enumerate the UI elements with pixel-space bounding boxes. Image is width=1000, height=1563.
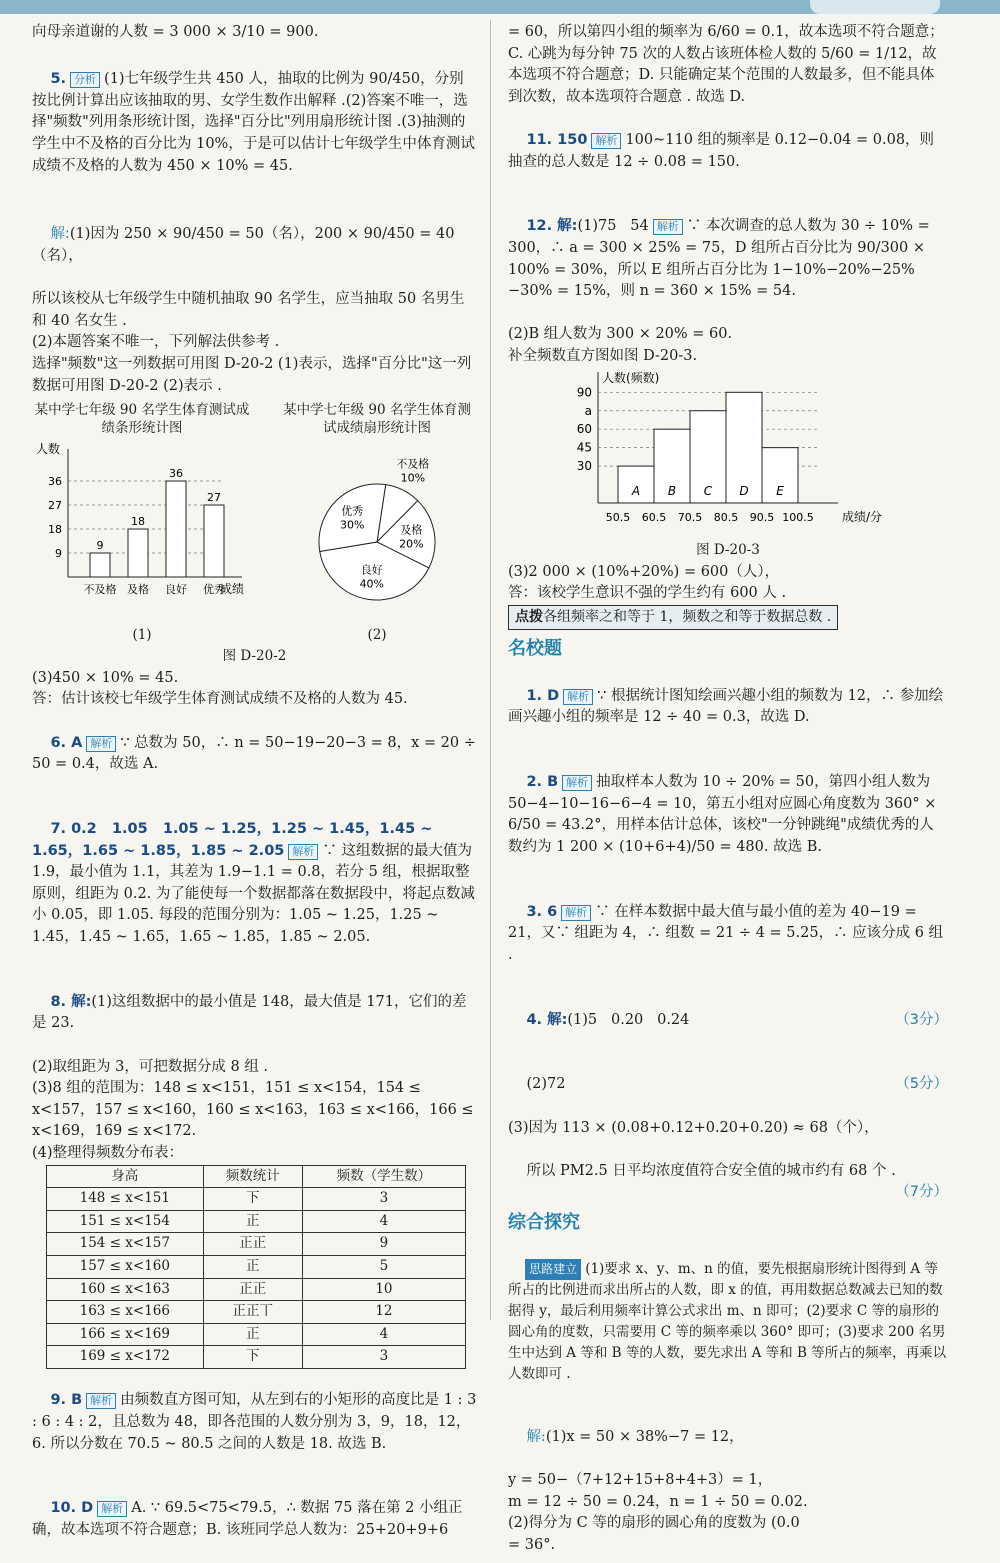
table-cell: 3 xyxy=(302,1346,465,1369)
slice-percent: 40% xyxy=(359,577,385,591)
page-top-band xyxy=(0,0,1000,14)
q7 xyxy=(32,797,477,970)
score-7: （7分） xyxy=(895,1184,948,1201)
hint-label: 点拨 xyxy=(515,608,543,625)
table-cell: 9 xyxy=(302,1233,465,1256)
y-tick-label: 90 xyxy=(576,384,592,399)
table-cell: 下 xyxy=(203,1346,302,1369)
q11 xyxy=(508,108,948,194)
frequency-table xyxy=(46,1165,466,1369)
q5-sol1-text: (1)因为 250 × 90/450 = 50（名），200 × 90/450 = 40（名）， xyxy=(32,226,455,264)
table-cell: 10 xyxy=(302,1278,465,1301)
q11-number: 11. 150 xyxy=(526,131,588,148)
slice-label: 及格 xyxy=(400,523,423,537)
score-3: （3分） xyxy=(895,1011,948,1028)
histogram-d-20-3 xyxy=(508,368,948,533)
q10-body: A. ∵ 69.5<75<79.5，∴ 数据 75 落在第 2 小组正确，故本选项不符合题意；B. 该班同学总人数为：25+20+9+6 xyxy=(32,1500,463,1539)
table-row xyxy=(47,1255,466,1278)
z5: = 36°. xyxy=(508,1537,556,1554)
table-cell: 166 ≤ x<169 xyxy=(47,1323,204,1346)
q12-tag: 解析 xyxy=(653,219,683,235)
table-cell: 151 ≤ x<154 xyxy=(47,1210,204,1233)
x-tick-label: 优秀 xyxy=(203,583,225,597)
q6 xyxy=(32,711,481,797)
x-axis-label: 成绩 xyxy=(220,582,245,597)
m4-part3: (3)因为 113 × (0.08+0.12+0.20+0.20) ≈ 68（个）， xyxy=(508,1119,879,1136)
z3: m = 12 ÷ 50 = 0.24，n = 1 ÷ 50 = 0.02. xyxy=(508,1493,808,1510)
q8-number: 8. 解: xyxy=(50,993,92,1010)
table-cell: 正正 xyxy=(203,1233,302,1256)
x-tick-label: 70.5 xyxy=(677,510,703,524)
think-body: (1)要求 x、y、m、n 的值，要先根据扇形统计图得到 A 等所占的比例进而求出所占的人数，即 x 的值，再用数据总数减去已知的数据得 y，最后利用频率计算公式求出 m、n 即可；(2)要求 C 等的扇形的圆心角的度数，只需要用 C 等的频率乘以 360° 即可；(3)要求 200 名男生中达到 A 等和 B 等的人数，要先求出 A 等和 B 等所占的频率，再乘以人数即可 . xyxy=(508,1260,947,1382)
table-cell: 4 xyxy=(302,1323,465,1346)
slice-label: 良好 xyxy=(360,563,383,577)
q9 xyxy=(32,1369,481,1477)
q5-sol-label: 解: xyxy=(50,226,70,243)
m2 xyxy=(508,750,948,880)
table-cell: 148 ≤ x<151 xyxy=(47,1188,204,1211)
m3-tag: 解析 xyxy=(561,905,591,921)
table-cell: 160 ≤ x<163 xyxy=(47,1278,204,1301)
table-header: 频数统计 xyxy=(203,1165,302,1188)
q9-number: 9. B xyxy=(50,1392,83,1409)
score-5: （5分） xyxy=(895,1076,948,1093)
q12-part4: (3)2 000 × (10%+20%) = 600（人）， xyxy=(508,563,780,580)
q12-part3: 补全频数直方图如图 D-20-3. xyxy=(508,347,698,364)
q7-body: ∵ 这组数据的最大值为 1.9，最小值为 1.1，其差为 1.9−1.1 = 0.8，若分 5 组，根据取整原则，组距为 0.2. 为了能使每一个数据都落在数据段中，将起点数减小 0.05，即 1.05. 每段的范围分别为：1.05 ~ 1.25，1.25 ~ 1.45，1.45 ~ 1.65，1.65 ~ 1.85，1.85 ~ 2.05. xyxy=(32,842,477,945)
x-tick-label: 良好 xyxy=(165,583,187,597)
table-row xyxy=(47,1323,466,1346)
pie-chart-block xyxy=(277,401,477,646)
figure-d-20-2 xyxy=(32,401,477,646)
q5-solution-5: (3)450 × 10% = 45. xyxy=(32,669,179,686)
m4-part4-line xyxy=(508,1139,948,1204)
left-column xyxy=(32,22,481,1563)
y-tick-label: 30 xyxy=(576,458,592,473)
slice-percent: 30% xyxy=(339,518,365,532)
histogram-caption: 图 D-20-3 xyxy=(696,542,760,559)
slice-percent: 20% xyxy=(399,537,424,551)
think-block xyxy=(508,1238,948,1406)
figure-caption: 图 D-20-2 xyxy=(222,648,287,665)
table-cell: 正 xyxy=(203,1210,302,1233)
q5-analysis-text: (1)七年级学生共 450 人，抽取的比例为 90/450，分别按比例计算出应该抽取的男、女学生数作出解释 .(2)答案不唯一，选择"频数"列用条形统计图，选择"百分比"列用扇形统计图 .(3)抽测的学生中不及格的百分比为 10%，于是可以估计七年级学生中体育测试成绩不及格的人数为 450 × 10% = 45. xyxy=(32,71,475,174)
table-cell: 5 xyxy=(302,1255,465,1278)
x-tick-label: 80.5 xyxy=(713,510,739,524)
data-label: 9 xyxy=(96,539,104,553)
q10 xyxy=(32,1477,477,1563)
table-header: 身高 xyxy=(47,1165,204,1188)
q12-number: 12. 解: xyxy=(526,218,578,235)
q5-solution-2: 所以该校从七年级学生中随机抽取 90 名学生，应当抽取 50 名男生和 40 名女生 . xyxy=(32,291,465,329)
page-top-tab xyxy=(810,0,940,14)
m3 xyxy=(508,880,948,988)
q12-part5: 答：该校学生意识不强的学生约有 600 人 . xyxy=(508,585,787,602)
x-tick-label: 60.5 xyxy=(641,510,667,524)
slice-label: 不及格 xyxy=(396,457,430,471)
q5-answer: 答：估计该校七年级学生体育测试成绩不及格的人数为 45. xyxy=(32,691,408,708)
table-cell: 3 xyxy=(302,1188,465,1211)
q12-answer: (1)75 54 xyxy=(577,218,649,235)
x-tick-label: 及格 xyxy=(127,583,149,597)
q5-solution-1 xyxy=(32,203,477,289)
q12-part2: (2)B 组人数为 300 × 20% = 60. xyxy=(508,326,733,343)
y-tick-label: 9 xyxy=(55,547,62,561)
z4: (2)得分为 C 等的扇形的圆心角的度数为 (0.0 xyxy=(508,1515,800,1532)
y-axis-label: 人数 xyxy=(36,442,61,457)
y-tick-label: a xyxy=(584,403,592,418)
m4-part2: (2)72 xyxy=(526,1076,566,1093)
q11-body: 100~110 组的频率是 0.12−0.04 = 0.08，则抽查的总人数是 12 ÷ 0.08 = 150. xyxy=(508,131,935,170)
x-axis-label: 成绩/分 xyxy=(842,509,883,524)
x-tick-label: 100.5 xyxy=(782,510,814,524)
m4 xyxy=(508,988,948,1053)
hint-box xyxy=(508,605,838,631)
data-label: 36 xyxy=(169,467,183,481)
table-cell: 163 ≤ x<166 xyxy=(47,1301,204,1324)
m4-number: 4. 解: xyxy=(526,1011,568,1028)
q5-solution-3: (2)本题答案不唯一，下列解法供参考 . xyxy=(32,334,280,351)
q6-number: 6. A xyxy=(50,734,83,751)
y-axis-label: 人数(频数) xyxy=(602,370,660,385)
q7-tag: 解析 xyxy=(288,844,318,860)
y-tick-label: 27 xyxy=(48,499,62,513)
m1-tag: 解析 xyxy=(563,689,593,705)
fig1-label: (1) xyxy=(132,626,152,643)
bar-label: E xyxy=(776,483,784,498)
bar xyxy=(90,553,110,577)
m2-tag: 解析 xyxy=(562,775,592,791)
q8-part3: (3)8 组的范围为：148 ≤ x<151，151 ≤ x<154，154 ≤ x<157，157 ≤ x<160，160 ≤ x<163，163 ≤ x<166，166 ≤ x<169，169 ≤ x<172. xyxy=(32,1080,479,1140)
m3-body: ∵ 在样本数据中最大值与最小值的差为 40−19 = 21，又∵ 组距为 4，∴ 组数 = 21 ÷ 4 = 5.25，∴ 应该分成 6 组 . xyxy=(508,903,948,963)
q12-body: ∵ 本次调查的总人数为 30 ÷ 10% = 300，∴ a = 300 × 25% = 75，D 组所占百分比为 90/300 × 100% = 30%，所以 E 组所占百分比为 1−10%−20%−25%−30% = 15%，则 n = 360 × 15% = 54. xyxy=(508,218,935,300)
bar-label: D xyxy=(739,483,749,498)
table-cell: 12 xyxy=(302,1301,465,1324)
table-row xyxy=(47,1188,466,1211)
table-cell: 169 ≤ x<172 xyxy=(47,1346,204,1369)
table-header-row xyxy=(47,1165,466,1188)
m1-body: ∵ 根据统计图知绘画兴趣小组的频数为 12，∴ 参加绘画兴趣小组的频率是 12 ÷ 40 = 0.3，故选 D. xyxy=(508,687,944,726)
q10-continued: = 60，所以第四小组的频率为 6/60 = 0.1，故本选项不符合题意；C. 心跳为每分钟 75 次的人数占该班体检人数的 5/60 = 1/12，故本选项不符合题意；D. 只能确定某个范围的人数最多，但不能具体到次数，故本选项符合题意 . 故选 D. xyxy=(508,24,944,105)
table-row xyxy=(47,1346,466,1369)
q6-tag: 解析 xyxy=(86,736,116,752)
q7-number: 7. 0.2 1.05 1.05 ~ 1.25，1.25 ~ 1.45，1.45 ~ 1.65，1.65 ~ 1.85，1.85 ~ 2.05 xyxy=(32,821,438,859)
column-divider xyxy=(490,20,491,1320)
intro-line: 向母亲道谢的人数 = 3 000 × 3/10 = 900. xyxy=(32,24,319,40)
table-header: 频数（学生数） xyxy=(302,1165,465,1188)
table-cell: 154 ≤ x<157 xyxy=(47,1233,204,1256)
bar-label: A xyxy=(631,483,641,498)
bar xyxy=(128,529,148,577)
table-cell: 下 xyxy=(203,1188,302,1211)
bar-chart xyxy=(32,437,252,617)
m1-number: 1. D xyxy=(526,687,560,704)
slice-label: 优秀 xyxy=(341,504,364,518)
slice-percent: 10% xyxy=(400,471,426,485)
m2-body: 抽取样本人数为 10 ÷ 20% = 50，第四小组人数为 50−4−10−16−6−4 = 10，第五小组对应圆心角度数为 360° × 6/50 = 43.2°，用样本估计总体，该校"一分钟跳绳"成绩优秀的人数约为 1 200 × (10+6+4)/50 = 480. 故选 B. xyxy=(508,774,941,855)
data-label: 18 xyxy=(131,515,145,529)
m2-number: 2. B xyxy=(526,774,559,791)
table-row xyxy=(47,1278,466,1301)
m1 xyxy=(508,664,948,750)
table-row xyxy=(47,1301,466,1324)
bar xyxy=(204,505,224,577)
pie-chart xyxy=(277,437,477,617)
bar-chart-block xyxy=(32,401,252,646)
table-cell: 正 xyxy=(203,1255,302,1278)
q5-tag: 分析 xyxy=(70,72,100,88)
x-tick-label: 50.5 xyxy=(605,510,631,524)
x-tick-label: 不及格 xyxy=(83,583,117,597)
q5-solution-4: 选择"频数"这一列数据可用图 D-20-2 (1)表示，选择"百分比"这一列数据可用图 D-20-2 (2)表示 . xyxy=(32,355,472,394)
table-row xyxy=(47,1210,466,1233)
z1: (1)x = 50 × 38%−7 = 12， xyxy=(545,1429,744,1446)
think-label: 思路建立 xyxy=(525,1259,581,1280)
table-row xyxy=(47,1233,466,1256)
m4-part1: (1)5 0.20 0.24 xyxy=(567,1011,690,1028)
table-cell: 4 xyxy=(302,1210,465,1233)
m4-part2-line xyxy=(508,1053,948,1118)
section-title-zonghe: 综合探究 xyxy=(508,1211,580,1233)
bar xyxy=(166,481,186,577)
x-tick-label: 90.5 xyxy=(749,510,775,524)
q11-tag: 解析 xyxy=(591,133,621,149)
table-cell: 正 xyxy=(203,1323,302,1346)
bar-label: C xyxy=(703,483,713,498)
m3-number: 3. 6 xyxy=(526,903,558,920)
q8-head xyxy=(32,970,477,1056)
fig2-label: (2) xyxy=(367,626,387,643)
q9-tag: 解析 xyxy=(86,1393,116,1409)
hint-body: 各组频率之和等于 1，频数之和等于数据总数 . xyxy=(543,608,832,625)
q8-part2: (2)取组距为 3，可把数据分成 8 组 . xyxy=(32,1058,269,1075)
q8-part1: (1)这组数据中的最小值是 148，最大值是 171，它们的差是 23. xyxy=(32,993,467,1032)
q10-tag: 解析 xyxy=(97,1501,127,1517)
q8-part4: (4)整理得频数分布表： xyxy=(32,1144,184,1161)
q5-number: 5. xyxy=(50,71,67,88)
bar-label: B xyxy=(667,483,677,498)
y-tick-label: 36 xyxy=(48,475,62,489)
y-tick-label: 18 xyxy=(48,523,62,537)
m4-part4: 所以 PM2.5 日平均浓度值符合安全值的城市约有 68 个 . xyxy=(526,1162,896,1179)
right-column xyxy=(508,22,948,1557)
y-tick-label: 45 xyxy=(576,440,592,455)
q5-analysis xyxy=(32,48,477,199)
pie-chart-title: 某中学七年级 90 名学生体育测试成绩扇形统计图 xyxy=(283,402,471,437)
q12 xyxy=(508,195,948,325)
section-title-mingxiao: 名校题 xyxy=(508,638,562,660)
table-cell: 157 ≤ x<160 xyxy=(47,1255,204,1278)
table-cell: 正正 xyxy=(203,1278,302,1301)
z2: y = 50−（7+12+15+8+4+3）= 1， xyxy=(508,1472,773,1489)
data-label: 27 xyxy=(207,491,221,505)
q10-number: 10. D xyxy=(50,1500,94,1517)
y-tick-label: 60 xyxy=(576,421,592,436)
z-solution-1 xyxy=(508,1406,948,1471)
z-sol-label: 解: xyxy=(526,1429,546,1446)
bar-chart-title: 某中学七年级 90 名学生体育测试成绩条形统计图 xyxy=(34,402,250,437)
table-cell: 正正丅 xyxy=(203,1301,302,1324)
q6-body: ∵ 总数为 50，∴ n = 50−19−20−3 = 8，x = 20 ÷ 50 = 0.4，故选 A. xyxy=(32,734,481,773)
q9-body: 由频数直方图可知，从左到右的小矩形的高度比是 1 : 3 : 6 : 4 : 2，且总数为 48，即各范围的人数分别为 3，9，18，12，6. 所以分数在 70.5 ~ 80.5 之间的人数是 18. 故选 B. xyxy=(32,1392,481,1452)
